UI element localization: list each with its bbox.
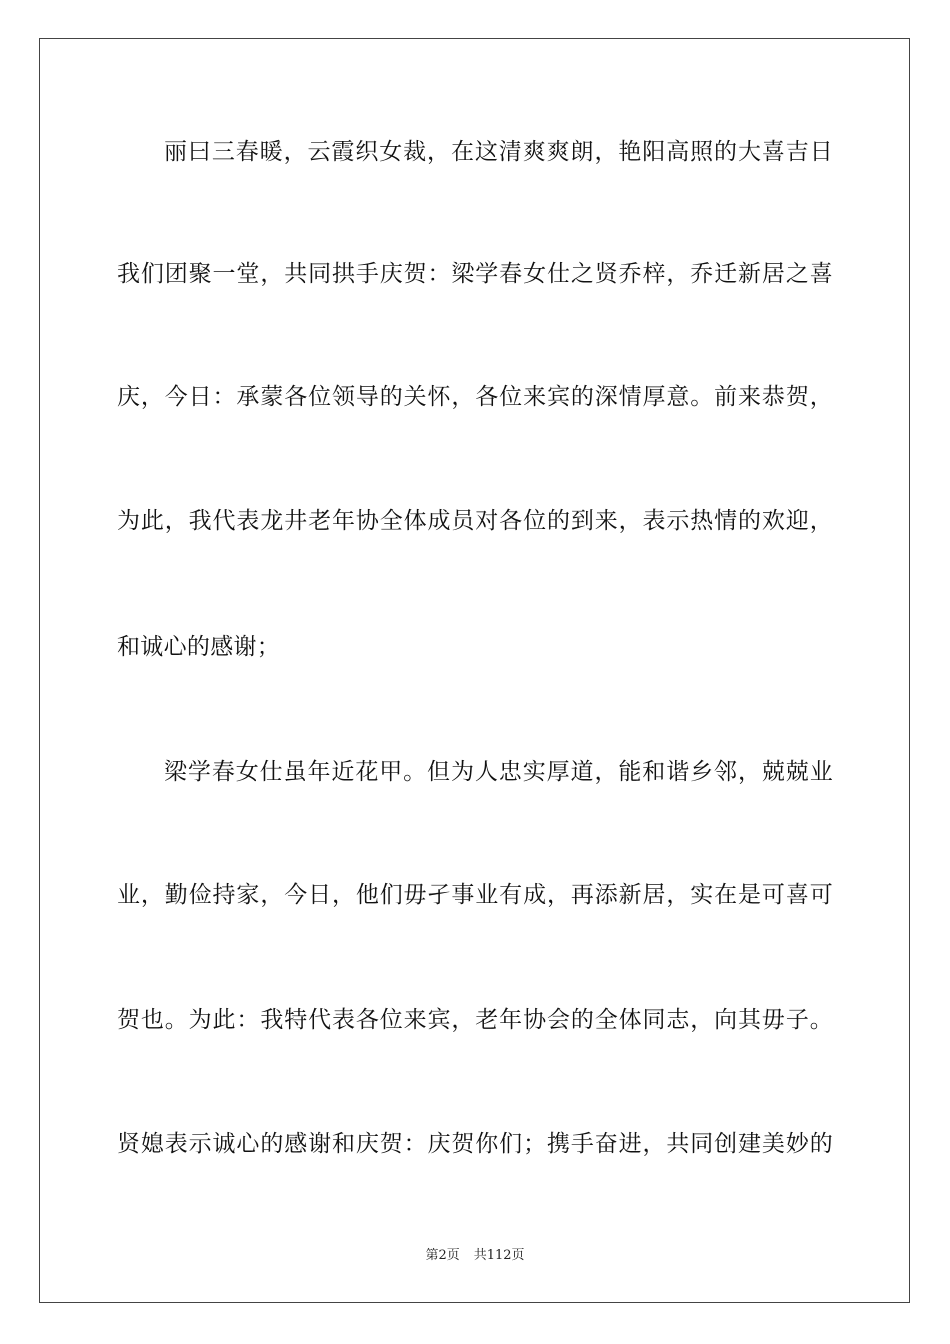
page-footer: [0, 1248, 950, 1264]
paragraph-2-line-2: 业，勤俭持家，今日，他们毋孑事业有成，再添新居，实在是可喜可: [117, 882, 833, 908]
paragraph-1-line-5: 和诚心的感谢；: [117, 634, 281, 660]
paragraph-2-line-1: 梁学春女仕虽年近花甲。但为人忠实厚道，能和谐乡邻，兢兢业: [164, 759, 833, 785]
paragraph-1-line-3: 庆，今日：承蒙各位领导的关怀，各位来宾的深情厚意。前来恭贺，: [117, 384, 833, 410]
page-total: 共112页: [473, 1248, 525, 1263]
paragraph-2-line-3: 贺也。为此：我特代表各位来宾，老年协会的全体同志，向其毋子。: [117, 1007, 833, 1033]
page-frame: [39, 38, 910, 1303]
paragraph-2-line-4: 贤媳表示诚心的感谢和庆贺：庆贺你们；携手奋进，共同创建美妙的: [117, 1131, 833, 1157]
paragraph-1-line-4: 为此，我代表龙井老年协全体成员对各位的到来，表示热情的欢迎，: [117, 508, 833, 534]
paragraph-1-line-1: 丽曰三春暖，云霞织女裁，在这清爽爽朗，艳阳高照的大喜吉日: [164, 139, 833, 165]
paragraph-1-line-2: 我们团聚一堂，共同拱手庆贺：梁学春女仕之贤乔梓，乔迁新居之喜: [117, 261, 833, 287]
page-number: 第2页: [425, 1248, 460, 1263]
